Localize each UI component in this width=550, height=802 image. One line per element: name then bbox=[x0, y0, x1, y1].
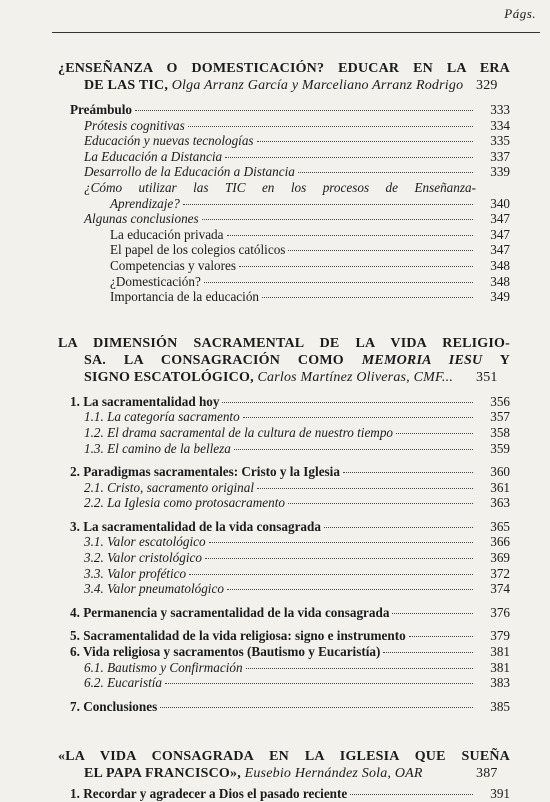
pags-header: Págs. bbox=[504, 6, 536, 21]
leader-dots bbox=[392, 613, 473, 614]
leader-dots bbox=[234, 449, 473, 450]
toc-entry bbox=[58, 464, 510, 480]
leader-dots bbox=[135, 110, 473, 111]
entry-label: Importancia de la educación bbox=[110, 289, 260, 305]
entry-label: 3.2. Valor cristológico bbox=[84, 550, 202, 566]
group-spacer bbox=[58, 456, 510, 464]
entry-label: 2.1. Cristo, sacramento original bbox=[84, 479, 254, 495]
page-number: 391 bbox=[490, 786, 510, 802]
page-number: 374 bbox=[490, 581, 510, 597]
page-number: 347 bbox=[490, 242, 510, 258]
page-number: 381 bbox=[490, 659, 510, 675]
section-authors: Eusebio Hernández Sola, OAR bbox=[244, 766, 423, 782]
toc-entry bbox=[58, 519, 510, 535]
section-1-entries-2 bbox=[58, 211, 510, 305]
title-text: SA. LA CONSAGRACIÓN COMO bbox=[84, 352, 344, 368]
entry-label: ¿Cómo utilizar las TIC en los procesos de Enseñanza- bbox=[84, 179, 476, 195]
entry-label: 3.4. Valor pneumatológico bbox=[84, 581, 224, 597]
entry-label: El papel de los colegios católicos bbox=[110, 242, 286, 258]
leader-dots bbox=[227, 235, 474, 236]
entry-label: 5. Sacramentalidad de la vida religiosa: signo e instrumento bbox=[70, 628, 406, 644]
entry-label: Desarrollo de la Educación a Distancia bbox=[84, 164, 295, 180]
toc-entry bbox=[58, 394, 510, 410]
toc-entry bbox=[58, 289, 510, 305]
entry-label: 2. Paradigmas sacramentales: Cristo y la Iglesia bbox=[70, 464, 340, 480]
toc-entry bbox=[58, 628, 510, 644]
page-number: 339 bbox=[490, 164, 510, 180]
leader-dots bbox=[343, 472, 473, 473]
toc-entry bbox=[58, 660, 510, 676]
toc-entry bbox=[58, 675, 510, 691]
page-number: 348 bbox=[490, 257, 510, 273]
entry-label: 1.1. La categoría sacramento bbox=[84, 409, 240, 425]
entry-label: 6.1. Bautismo y Confirmación bbox=[84, 659, 243, 675]
section-3 bbox=[58, 748, 510, 802]
entry-label: 6.2. Eucaristía bbox=[84, 675, 163, 691]
toc-entry bbox=[58, 133, 510, 149]
toc-entry bbox=[58, 581, 510, 597]
entry-label: 2.2. La Iglesia como protosacramento bbox=[84, 495, 285, 511]
leader-dots bbox=[383, 652, 473, 653]
title-text: DE LAS TIC, bbox=[84, 78, 169, 93]
entry-label: 1.3. El camino de la belleza bbox=[84, 440, 231, 456]
toc-entry bbox=[58, 118, 510, 134]
page-number: 381 bbox=[490, 644, 510, 660]
title-line bbox=[84, 77, 476, 94]
leader-dots bbox=[225, 157, 473, 158]
page-number: 365 bbox=[490, 518, 510, 534]
entry-label: Competencias y valores bbox=[110, 257, 236, 273]
entry-label: 1. La sacramentalidad hoy bbox=[70, 393, 220, 409]
toc-entry-wrapped bbox=[58, 180, 510, 211]
group-spacer bbox=[58, 620, 510, 628]
title-line: LA DIMENSIÓN SACRAMENTAL DE LA VIDA RELIGIO- bbox=[58, 335, 510, 351]
toc-entry bbox=[58, 258, 510, 274]
page-number: 359 bbox=[490, 440, 510, 456]
leader-dots bbox=[222, 402, 473, 403]
page-number: 340 bbox=[490, 195, 510, 211]
page-number: 372 bbox=[490, 565, 510, 581]
page-number: 334 bbox=[490, 117, 510, 133]
section-1-title bbox=[58, 60, 510, 94]
toc-entry bbox=[58, 227, 510, 243]
toc-entry bbox=[58, 699, 510, 715]
toc-entry bbox=[58, 480, 510, 496]
title-line bbox=[84, 352, 510, 369]
toc-entry bbox=[58, 786, 510, 802]
toc-entry bbox=[58, 566, 510, 582]
entry-label: 3. La sacramentalidad de la vida consagrada bbox=[70, 518, 321, 534]
leader-dots bbox=[209, 542, 473, 543]
entry-label: 7. Conclusiones bbox=[70, 698, 158, 714]
page-number: 356 bbox=[490, 393, 510, 409]
page-number: 357 bbox=[490, 409, 510, 425]
group-spacer bbox=[58, 511, 510, 519]
leader-dots bbox=[189, 574, 473, 575]
title-text: Y bbox=[499, 352, 511, 368]
section-authors: Olga Arranz García y Marceliano Arranz Rodrigo bbox=[171, 78, 464, 93]
leader-dots bbox=[324, 527, 473, 528]
leader-dots bbox=[298, 172, 473, 173]
group-spacer bbox=[58, 597, 510, 605]
toc-entry bbox=[58, 425, 510, 441]
section-2 bbox=[58, 335, 510, 715]
entry-label: La Educación a Distancia bbox=[84, 148, 223, 164]
toc-entry bbox=[58, 644, 510, 660]
toc-entry bbox=[58, 441, 510, 457]
toc-entry bbox=[58, 149, 510, 165]
toc-entry bbox=[58, 211, 510, 227]
page-number: 358 bbox=[490, 424, 510, 440]
toc-entry bbox=[58, 534, 510, 550]
toc-content bbox=[58, 60, 510, 802]
leader-dots bbox=[262, 297, 473, 298]
page-number: 385 bbox=[490, 698, 510, 714]
toc-entry bbox=[58, 102, 510, 118]
leader-dots bbox=[409, 636, 473, 637]
page-number: 335 bbox=[490, 133, 510, 149]
leader-dots bbox=[204, 282, 473, 283]
entry-label: Aprendizaje? bbox=[110, 195, 180, 211]
title-text: SIGNO ESCATOLÓGICO, bbox=[84, 369, 254, 385]
title-line: ¿ENSEÑANZA O DOMESTICACIÓN? EDUCAR EN LA ERA bbox=[58, 61, 510, 76]
leader-dots bbox=[183, 204, 473, 205]
entry-label: 3.1. Valor escatológico bbox=[84, 534, 206, 550]
leader-dots bbox=[246, 668, 473, 669]
toc-entry bbox=[58, 550, 510, 566]
leader-dots bbox=[257, 141, 473, 142]
leader-dots bbox=[205, 558, 473, 559]
page-number: 360 bbox=[490, 464, 510, 480]
leader-dots bbox=[227, 589, 473, 590]
toc-entry bbox=[58, 242, 510, 258]
entry-label: Preámbulo bbox=[70, 102, 133, 117]
page-number: 387 bbox=[476, 766, 498, 782]
page-number: 379 bbox=[490, 628, 510, 644]
entry-label: 1. Recordar y agradecer a Dios el pasado reciente bbox=[70, 786, 348, 802]
leader-dots bbox=[160, 707, 473, 708]
leader-dots bbox=[188, 126, 473, 127]
page-number: 351 bbox=[476, 369, 498, 385]
leader-dots bbox=[202, 219, 473, 220]
leader-dots bbox=[288, 250, 473, 251]
leader-dots bbox=[288, 503, 473, 504]
entry-label: 3.3. Valor profético bbox=[84, 565, 187, 581]
section-1 bbox=[58, 60, 510, 305]
page-number: 347 bbox=[490, 226, 510, 242]
page-number: 383 bbox=[490, 675, 510, 691]
entry-label: Prótesis cognitivas bbox=[84, 117, 185, 133]
leader-dots bbox=[257, 488, 473, 489]
section-2-entries bbox=[58, 394, 510, 715]
entry-label: Educación y nuevas tecnologías bbox=[84, 133, 254, 149]
title-line bbox=[84, 369, 476, 386]
leader-dots bbox=[350, 794, 473, 795]
page-number: 369 bbox=[490, 550, 510, 566]
section-2-title bbox=[58, 335, 510, 386]
toc-entry bbox=[58, 409, 510, 425]
page-number: 329 bbox=[476, 78, 498, 93]
section-3-entries bbox=[58, 782, 510, 802]
toc-entry bbox=[58, 495, 510, 511]
leader-dots bbox=[239, 266, 473, 267]
page-number: 347 bbox=[490, 211, 510, 227]
leader-dots bbox=[165, 683, 473, 684]
page-number: 361 bbox=[490, 479, 510, 495]
entry-label: ¿Domesticación? bbox=[110, 273, 201, 289]
entry-label: Algunas conclusiones bbox=[84, 211, 199, 227]
leader-dots bbox=[243, 417, 473, 418]
toc-entry bbox=[58, 274, 510, 290]
page-number: 376 bbox=[490, 604, 510, 620]
section-1-entries bbox=[58, 102, 510, 180]
page-number: 333 bbox=[490, 102, 510, 117]
group-spacer bbox=[58, 691, 510, 699]
section-authors: Carlos Martínez Oliveras, CMF... bbox=[257, 369, 454, 385]
entry-label: La educación privada bbox=[110, 226, 224, 242]
title-line: «LA VIDA CONSAGRADA EN LA IGLESIA QUE SUEÑA bbox=[58, 749, 510, 765]
title-italic: MEMORIA IESU bbox=[361, 352, 483, 368]
entry-label: 1.2. El drama sacramental de la cultura de nuestro tiempo bbox=[84, 424, 394, 440]
toc-entry bbox=[58, 164, 510, 180]
page-number: 349 bbox=[490, 289, 510, 305]
page-number: 337 bbox=[490, 148, 510, 164]
toc-entry bbox=[58, 605, 510, 621]
section-3-title bbox=[58, 748, 510, 782]
header-rule bbox=[52, 32, 540, 33]
page-number: 366 bbox=[490, 534, 510, 550]
entry-label: 4. Permanencia y sacramentalidad de la vida consagrada bbox=[70, 604, 390, 620]
title-text: EL PAPA FRANCISCO», bbox=[84, 766, 241, 782]
leader-dots bbox=[396, 433, 473, 434]
entry-label: 6. Vida religiosa y sacramentos (Bautismo y Eucaristía) bbox=[70, 644, 381, 660]
page-number: 348 bbox=[490, 273, 510, 289]
page-number: 363 bbox=[490, 495, 510, 511]
